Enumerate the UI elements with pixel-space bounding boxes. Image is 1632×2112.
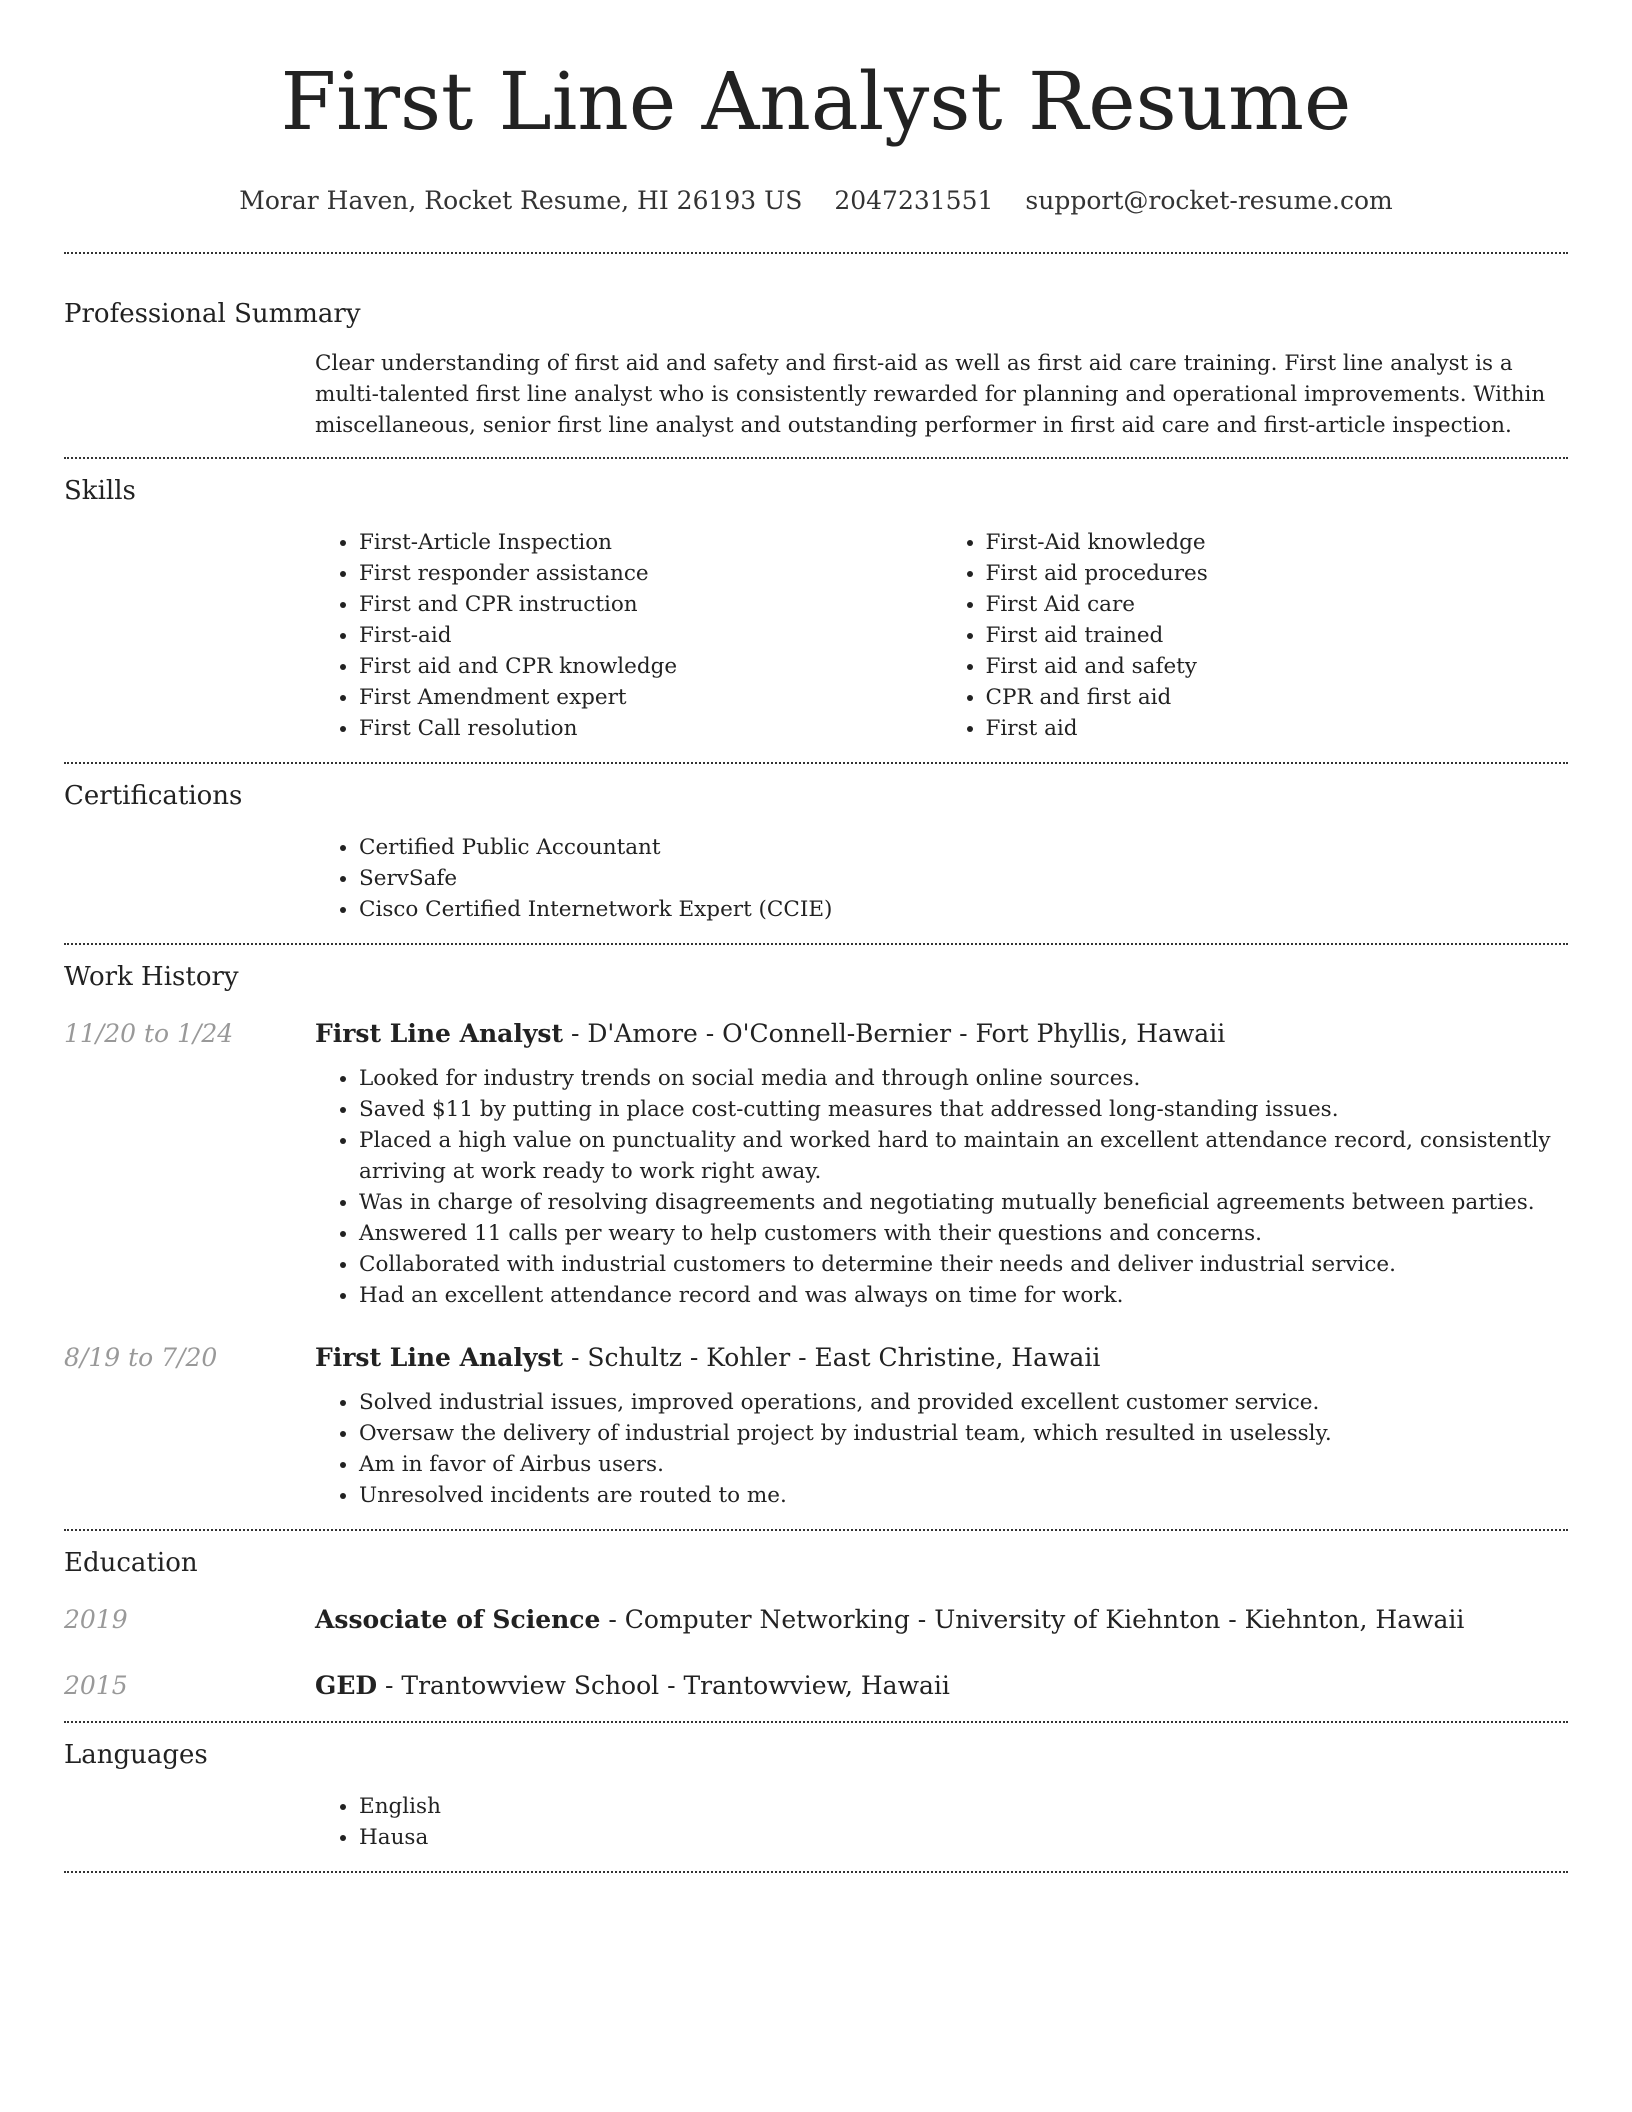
skill-item: • First-Aid knowledge [986, 527, 1569, 558]
job-details: - D'Amore - O'Connell-Bernier - Fort Phyllis, Hawaii [563, 1019, 1226, 1048]
education-section [64, 1531, 1568, 1721]
job-bullet: • Oversaw the delivery of industrial project by industrial team, which resulted in uselessly. [359, 1418, 1568, 1449]
skill-item: • First Call resolution [359, 713, 942, 744]
contact-email: support@rocket-resume.com [1025, 186, 1393, 215]
skill-item: • CPR and first aid [986, 682, 1569, 713]
skill-item: • First aid and safety [986, 651, 1569, 682]
summary-section [64, 254, 1568, 457]
education-details: - Trantowview School - Trantowview, Hawaii [377, 1671, 950, 1700]
languages-section [64, 1723, 1568, 1871]
section-heading: Skills [64, 476, 136, 506]
job-entry [64, 995, 1568, 1051]
education-degree: Associate of Science [315, 1605, 601, 1634]
contact-address: Morar Haven, Rocket Resume, HI 26193 US [239, 186, 803, 215]
job-bullet: • Collaborated with industrial customers to determine their needs and deliver industrial service. [359, 1249, 1568, 1280]
languages-list [315, 1773, 1568, 1871]
job-role: First Line Analyst [315, 1019, 564, 1048]
job-dates: 11/20 to 1/24 [64, 1019, 234, 1048]
section-heading: Languages [64, 1740, 208, 1770]
skill-item: • First and CPR instruction [359, 589, 942, 620]
skill-item: • First Amendment expert [359, 682, 942, 713]
work-history-section [64, 945, 1568, 1529]
certification-item: • Certified Public Accountant [359, 832, 1568, 863]
job-bullet: • Answered 11 calls per weary to help customers with their questions and concerns. [359, 1218, 1568, 1249]
section-heading: Professional Summary [64, 299, 361, 329]
job-dates: 8/19 to 7/20 [64, 1343, 218, 1372]
job-role: First Line Analyst [315, 1343, 564, 1372]
skill-item: • First aid and CPR knowledge [359, 651, 942, 682]
language-item: • English [359, 1791, 1568, 1822]
education-entry [64, 1581, 1568, 1637]
contact-phone: 2047231551 [834, 186, 994, 215]
skill-item: • First Aid care [986, 589, 1569, 620]
skill-item: • First aid procedures [986, 558, 1569, 589]
contact-line [64, 184, 1568, 218]
job-bullet: • Saved $11 by putting in place cost-cutting measures that addressed long-standing issues. [359, 1094, 1568, 1125]
job-entry [64, 1311, 1568, 1375]
job-bullet: • Was in charge of resolving disagreements and negotiating mutually beneficial agreements between parties. [359, 1187, 1568, 1218]
skills-section [64, 459, 1568, 762]
job-bullets [315, 1051, 1568, 1311]
skill-item: • First aid trained [986, 620, 1569, 651]
job-details: - Schultz - Kohler - East Christine, Hawaii [563, 1343, 1101, 1372]
education-year: 2019 [64, 1605, 128, 1634]
section-heading: Certifications [64, 781, 243, 811]
certification-item: • ServSafe [359, 863, 1568, 894]
section-heading: Work History [64, 962, 239, 992]
section-heading: Education [64, 1548, 198, 1578]
summary-text: Clear understanding of first aid and safety and first-aid as well as first aid care training. First line analyst is a multi-talented first line analyst who is consistently rewarded for planning and operational improvements. Within miscellaneous, senior first line analyst and outstanding performer in first aid care and first-article inspection. [315, 351, 1546, 438]
education-heading [315, 1669, 950, 1703]
skills-list [315, 509, 1568, 762]
education-heading [315, 1603, 1464, 1637]
skill-item: • First-Article Inspection [359, 527, 942, 558]
job-bullets [315, 1375, 1568, 1529]
job-heading [315, 1017, 1225, 1051]
job-bullet: • Had an excellent attendance record and was always on time for work. [359, 1280, 1568, 1311]
resume-title: First Line Analyst Resume [280, 55, 1352, 148]
skill-item: • First aid [986, 713, 1569, 744]
education-entry [64, 1637, 1568, 1721]
language-item: • Hausa [359, 1822, 1568, 1853]
skills-column-left [315, 527, 942, 744]
certifications-list [315, 814, 1568, 943]
job-bullet: • Placed a high value on punctuality and worked hard to maintain an excellent attendance record, consistently arriving at work ready to work right away. [359, 1125, 1568, 1187]
certification-item: • Cisco Certified Internetwork Expert (CCIE) [359, 894, 1568, 925]
education-degree: GED [315, 1671, 378, 1700]
divider [64, 1871, 1568, 1873]
job-bullet: • Looked for industry trends on social media and through online sources. [359, 1063, 1568, 1094]
job-bullet: • Solved industrial issues, improved operations, and provided excellent customer service. [359, 1387, 1568, 1418]
skill-item: • First-aid [359, 620, 942, 651]
skill-item: • First responder assistance [359, 558, 942, 589]
job-bullet: • Am in favor of Airbus users. [359, 1449, 1568, 1480]
education-year: 2015 [64, 1671, 128, 1700]
job-heading [315, 1341, 1100, 1375]
skills-column-right [942, 527, 1569, 744]
education-details: - Computer Networking - University of Kiehnton - Kiehnton, Hawaii [600, 1605, 1465, 1634]
certifications-section [64, 764, 1568, 943]
job-bullet: • Unresolved incidents are routed to me. [359, 1480, 1568, 1511]
